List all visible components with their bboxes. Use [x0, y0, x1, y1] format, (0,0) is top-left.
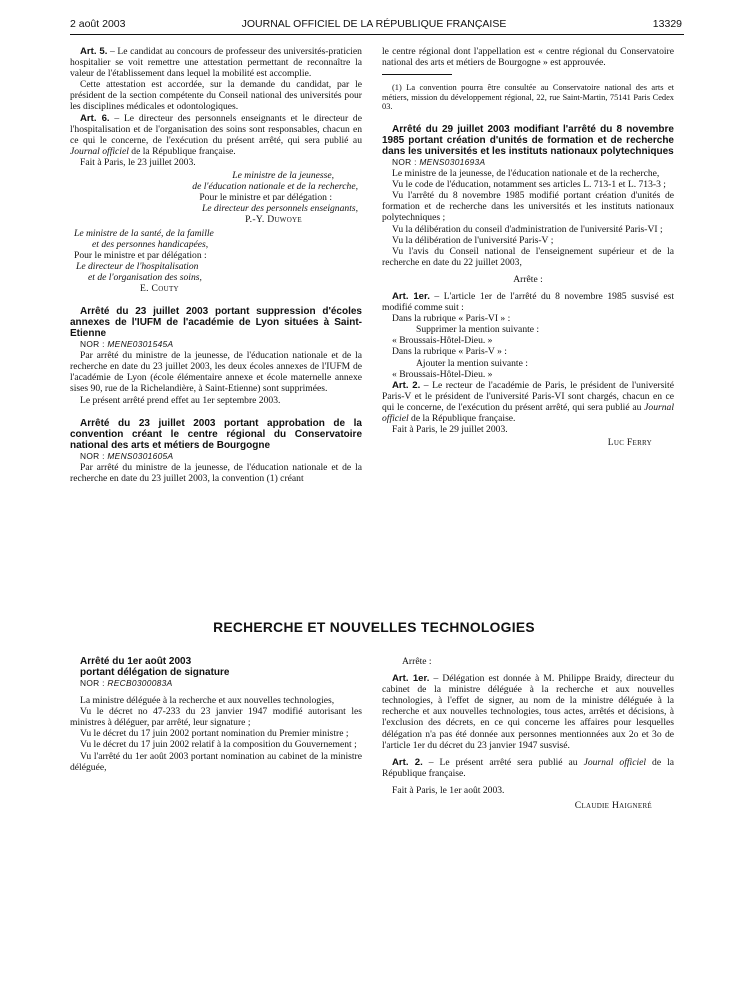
mention-text: « Broussais-Hôtel-Dieu. »: [392, 335, 493, 347]
arrete-heading: Arrête :: [513, 273, 543, 285]
visa-paragraph: Vu la délibération de l'université Paris-V ;: [392, 234, 554, 246]
visa-paragraph: Vu l'avis du Conseil national de l'enseignement supérieur et de la recherche en date du 22 juillet 2003,: [382, 245, 674, 268]
right-column: [382, 46, 674, 448]
section-heading: RECHERCHE ET NOUVELLES TECHNOLOGIES: [213, 620, 535, 635]
page-header: [0, 18, 748, 34]
visa-paragraph: Vu la délibération du conseil d'administration de l'université Paris-VI ;: [392, 223, 663, 235]
mention-instruction: Supprimer la mention suivante :: [416, 324, 540, 336]
signatory-name: P.-Y. Duwoye: [245, 214, 302, 226]
footnote: (1) La convention pourra être consultée au Conservatoire national des arts et métiers, mission du développement régional, 22, rue Saint-Martin, 75141 Paris Cedex 03.: [382, 83, 674, 112]
article-2: Art. 2. – Le présent arrêté sera publié au Journal officiel de la République française.: [382, 756, 674, 779]
visa-paragraph: Vu le code de l'éducation, notamment ses articles L. 713-1 et L. 713-3 ;: [392, 179, 666, 191]
header-rule: [70, 34, 684, 35]
nor-reference: NOR : RECB0300083A: [80, 678, 173, 688]
signatory-name: Luc Ferry: [607, 437, 652, 449]
arrete-body-paragraph: Par arrêté du ministre de la jeunesse, de l'éducation nationale et de la recherche en date du 23 juillet 2003, la convention (1) créant: [70, 461, 362, 484]
arrete-title: Arrêté du 23 juillet 2003 portant suppression d'écoles annexes de l'IUFM de l'académie de Lyon situées à Saint-Etienne: [70, 306, 362, 340]
signature-block-2: Le ministre de la santé, de la famille et des personnes handicapées, Pour le ministre et par délégation : Le directeur de l'hospitalisation et de l'organisation des soins, E. Couty: [70, 228, 362, 295]
mention-instruction: Ajouter la mention suivante :: [416, 357, 528, 369]
visa-paragraph: Le ministre de la jeunesse, de l'éducation nationale et de la recherche,: [392, 168, 660, 180]
visa-paragraph: La ministre déléguée à la recherche et aux nouvelles technologies,: [80, 695, 335, 707]
header-journal-title: JOURNAL OFFICIEL DE LA RÉPUBLIQUE FRANÇAISE: [241, 18, 507, 30]
visa-paragraph: Vu l'arrêté du 1er août 2003 portant nomination au cabinet de la ministre déléguée,: [70, 750, 362, 773]
mention-text: « Broussais-Hôtel-Dieu. »: [392, 368, 493, 380]
left-column-bottom: [70, 656, 362, 773]
visa-paragraph: Vu le décret no 47-233 du 23 janvier 1947 modifié autorisant les ministres à déléguer, par arrêté, leur signature ;: [70, 706, 362, 729]
article-2: Art. 2. – Le recteur de l'académie de Paris, le président de l'université Paris-V et le président de l'université Paris-VI sont chargés, chacun en ce qui le concerne, de l'exécution du présent arrêté, qui sera publié au Journal officiel de la République française.: [382, 379, 674, 425]
right-column-bottom: [382, 656, 674, 811]
header-page-number: 13329: [652, 18, 682, 30]
signature-block-1: Le ministre de la jeunesse, de l'éducation nationale et de la recherche, Pour le ministre et par délégation : Le directeur des personnels enseignants, P.-Y. Duwoye: [70, 170, 362, 225]
article-5: Art. 5. – Le candidat au concours de professeur des universités-praticien hospitalier se voit remettre une attestation permettant de reconnaître la valeur de l'établissement dans lequel la mobilité est accomplie.: [70, 46, 362, 80]
rubrique-line: Dans la rubrique « Paris-V » :: [392, 346, 507, 358]
article-6: Art. 6. – Le directeur des personnels enseignants et le directeur de l'hospitalisation et de l'organisation des soins sont responsables, chacun en ce qui le concerne, de l'exécution du présent arrêté, qui sera publié au Journal officiel de la République française.: [70, 112, 362, 157]
fait-a-paris: Fait à Paris, le 23 juillet 2003.: [80, 156, 196, 168]
signatory-name: E. Couty: [140, 282, 179, 294]
nor-reference: NOR : MENS0301693A: [392, 156, 486, 167]
arrete-title: Arrêté du 23 juillet 2003 portant approbation de la convention créant le centre régional du Conservatoire national des arts et métiers de Bourgogne: [70, 417, 362, 451]
nor-reference: NOR : MENE0301545A: [80, 339, 174, 350]
header-date: 2 août 2003: [70, 18, 126, 30]
visa-paragraph: Vu le décret du 17 juin 2002 portant nomination du Premier ministre ;: [80, 728, 349, 740]
left-column: [70, 46, 362, 484]
arrete-title: Arrêté du 1er août 2003: [80, 656, 192, 667]
fait-a-paris: Fait à Paris, le 1er août 2003.: [392, 784, 505, 796]
arrete-heading: Arrête :: [402, 656, 432, 667]
article-1: Art. 1er. – Délégation est donnée à M. Philippe Braidy, directeur du cabinet de la ministre déléguée à la recherche et aux nouvelles technologies, à l'effet de signer, au nom de la ministre déléguée à la recherche et aux nouvelles technologies, tous actes, arrêtés et décisions, à l'exclusion des décrets, en ce qui concerne les affaires pour lesquelles délégation n'a pas été donnée aux personnes mentionnées aux 2o et 3o de l'article 1er du décret du 23 janvier 1947 susvisé.: [382, 673, 675, 751]
arrete-title: portant délégation de signature: [80, 667, 230, 678]
rubrique-line: Dans la rubrique « Paris-VI » :: [392, 313, 511, 325]
footnote-rule: [382, 74, 452, 75]
arrete-title: Arrêté du 29 juillet 2003 modifiant l'arrêté du 8 novembre 1985 portant création d'unités de formation et de recherche dans les universités et les instituts nationaux polytechniques: [382, 123, 674, 157]
article-1: Art. 1er. – L'article 1er de l'arrêté du 8 novembre 1985 susvisé est modifié comme suit :: [382, 291, 674, 314]
arrete-body-continuation: le centre régional dont l'appellation est « centre régional du Conservatoire national des arts et métiers de Bourgogne » est approuvée.: [382, 46, 674, 69]
article-5-paragraph: Cette attestation est accordée, sur la demande du candidat, par le président de la section compétente du Conseil national des universités pour les disciplines médicales et odontologiques.: [70, 79, 362, 113]
visa-paragraph: Vu l'arrêté du 8 novembre 1985 modifié portant création d'unités de formation et de recherche dans les universités et les instituts nationaux polytechniques ;: [382, 190, 674, 224]
arrete-body-paragraph: Le présent arrêté prend effet au 1er septembre 2003.: [80, 394, 281, 406]
fait-a-paris: Fait à Paris, le 29 juillet 2003.: [392, 424, 508, 436]
nor-reference: NOR : MENS0301605A: [80, 450, 174, 461]
visa-paragraph: Vu le décret du 17 juin 2002 relatif à la composition du Gouvernement ;: [80, 739, 357, 751]
arrete-body-paragraph: Par arrêté du ministre de la jeunesse, de l'éducation nationale et de la recherche en date du 23 juillet 2003, les deux écoles annexes de l'IUFM de l'académie de Lyon (école élémentaire annexe et école maternelle annexe sises 90, rue de la Richelandière, à Saint-Etienne) sont supprimées.: [70, 350, 362, 395]
signatory-name: Claudie Haigneré: [574, 800, 652, 812]
